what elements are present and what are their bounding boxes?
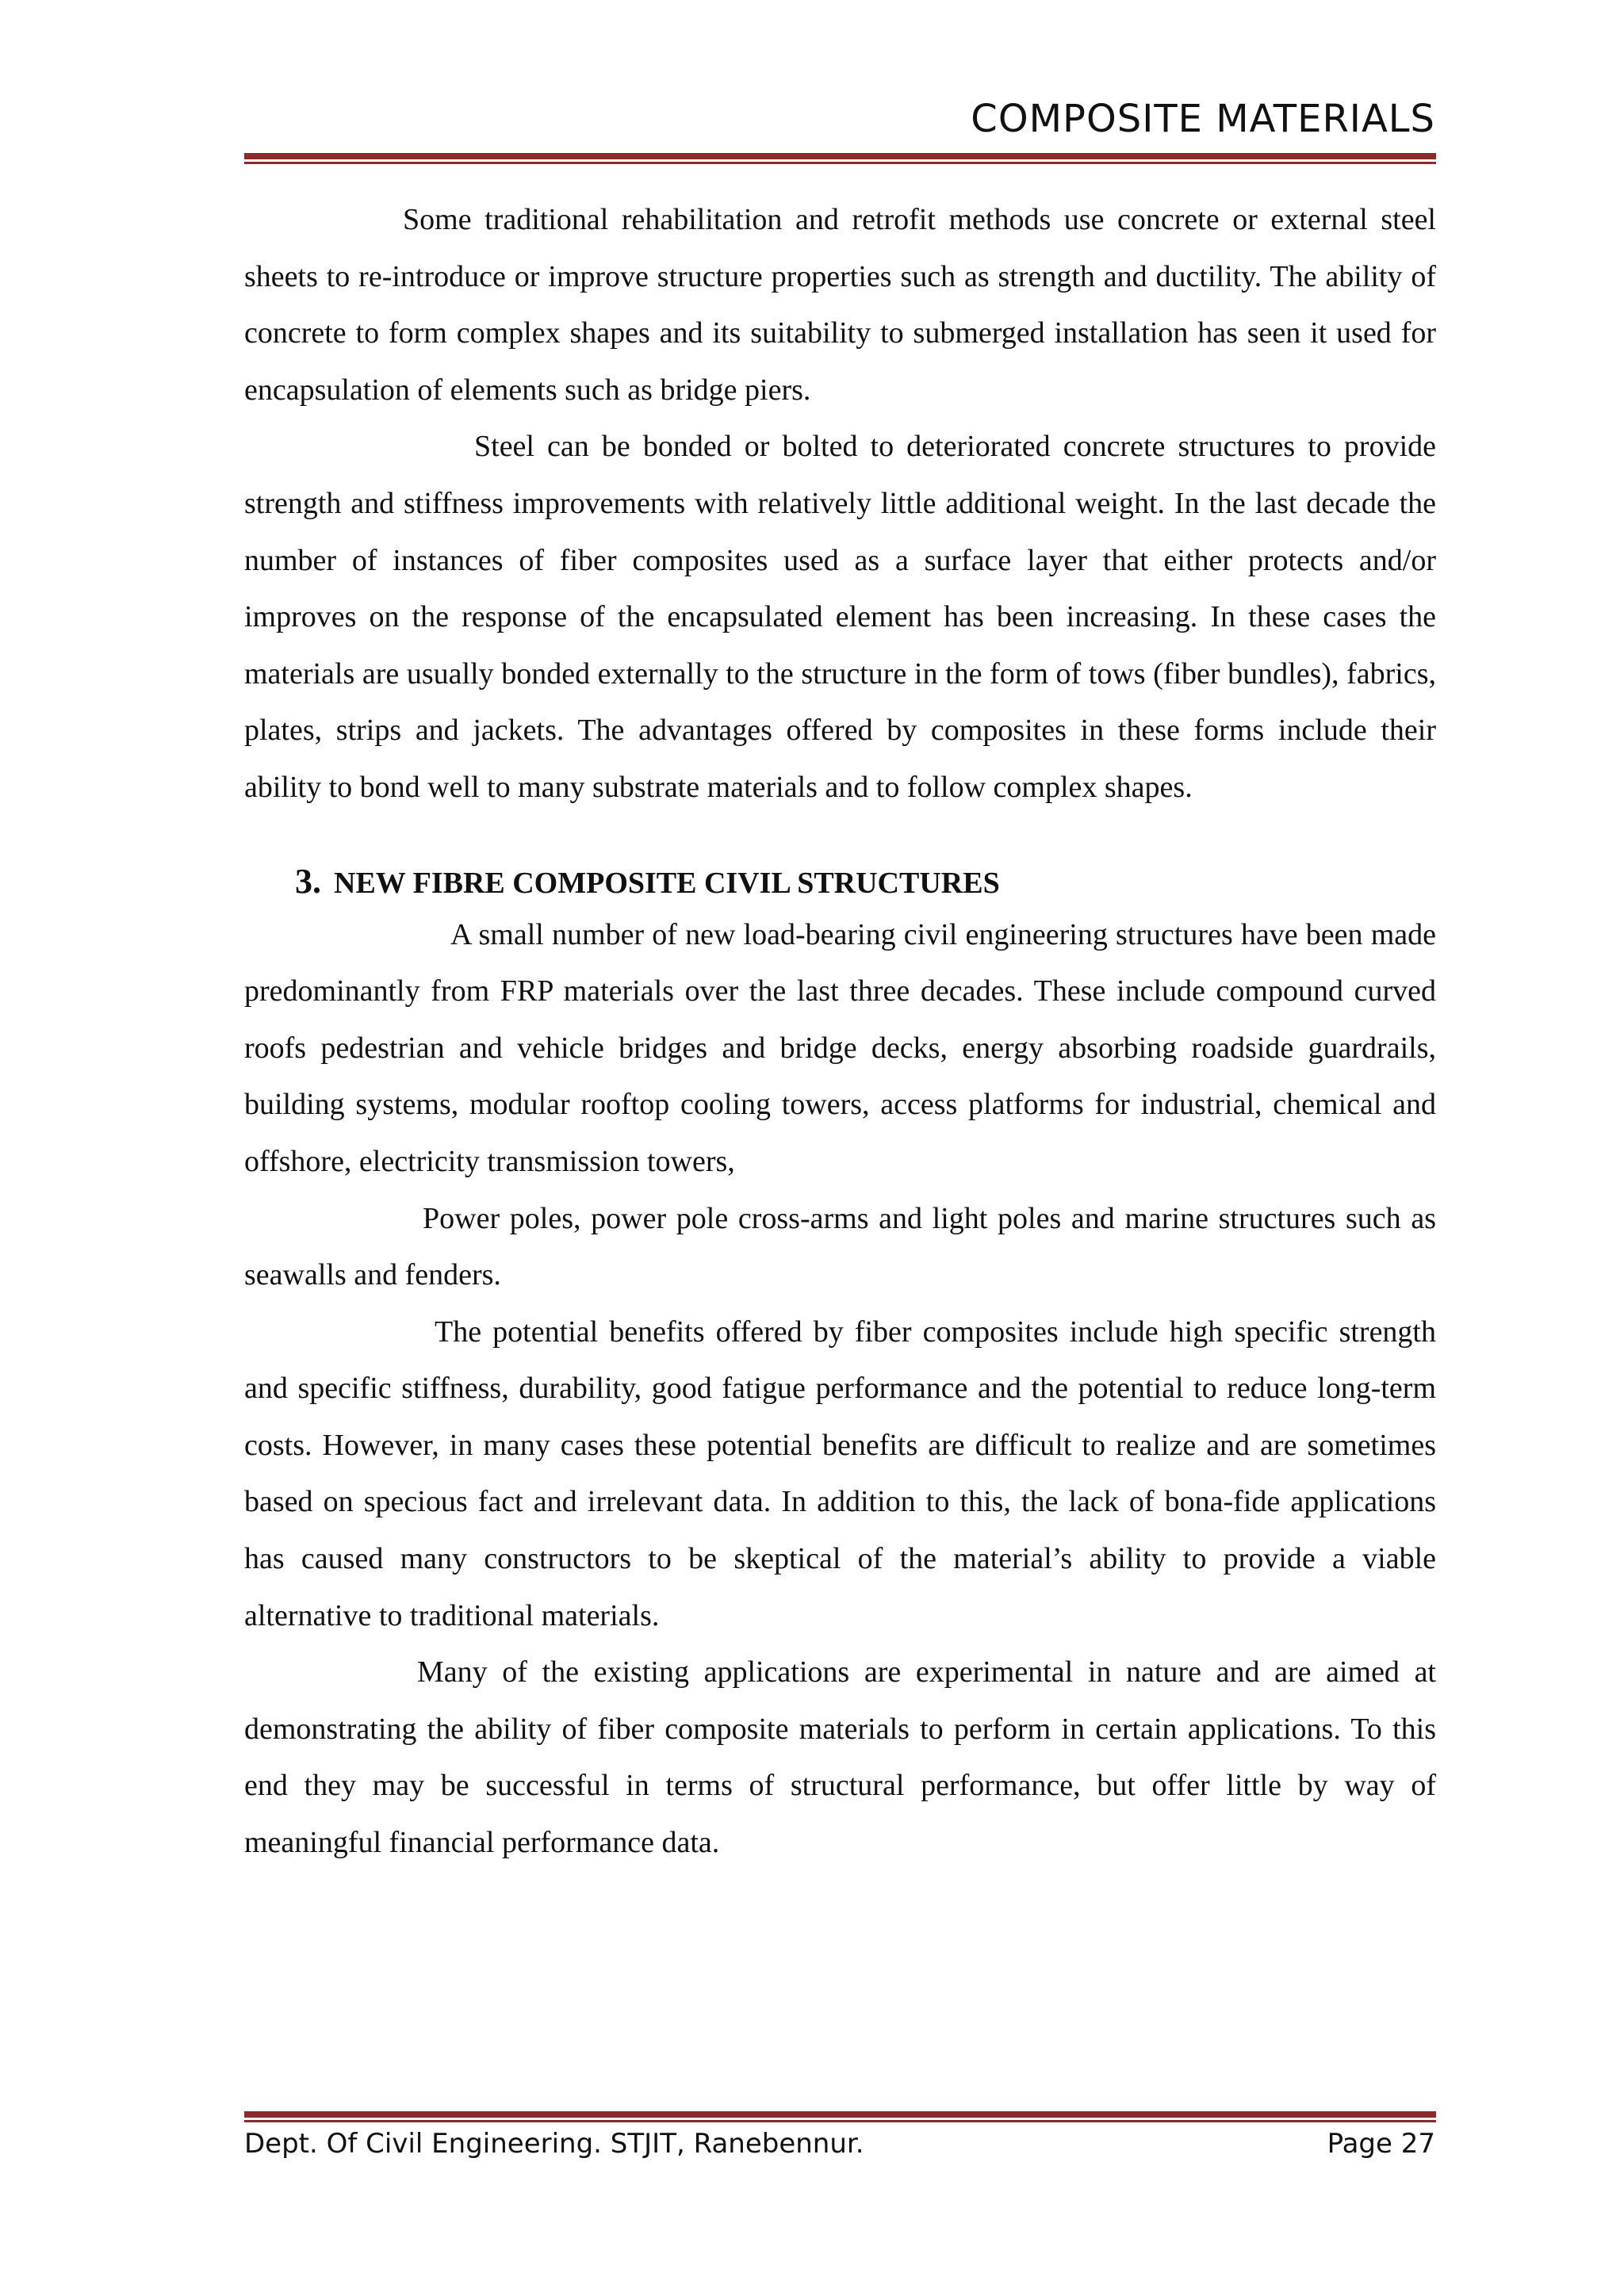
- paragraph: Steel can be bonded or bolted to deteriorated concrete structures to provide strength and stiffness improvements with relatively little additional weight. In the last decade the number of instances of fiber composites used as a surface layer that either protects and/or improves on the response of the encapsulated element has been increasing. In these cases the materials are usually bonded externally to the structure in the form of tows (fiber bundles), fabrics, plates, strips and jackets. The advantages offered by composites in these forms include their ability to bond well to many substrate materials and to follow complex shapes.: [244, 430, 1436, 804]
- section-heading: [295, 858, 1436, 907]
- paragraph: The potential benefits offered by fiber composites include high specific strength and specific stiffness, durability, good fatigue performance and the potential to reduce long-term costs. However, in many cases these potential benefits are difficult to realize and are sometimes based on specious fact and irrelevant data. In addition to this, the lack of bona-fide applications has caused many constructors to be skeptical of the material’s ability to provide a viable alternative to traditional materials.: [244, 1314, 1436, 1632]
- section-number: 3.: [295, 861, 321, 901]
- paragraph: Some traditional rehabilitation and retrofit methods use concrete or external steel sheets to re-introduce or improve structure properties such as strength and ductility. The ability of concrete to form complex shapes and its suitability to submerged installation has seen it used for encapsulation of elements such as bridge piers.: [244, 203, 1436, 407]
- section-title: NEW FIBRE COMPOSITE CIVIL STRUCTURES: [334, 866, 1000, 900]
- footer-rule: [244, 2111, 1436, 2122]
- running-header-title: COMPOSITE MATERIALS: [971, 97, 1435, 141]
- paragraph: Power poles, power pole cross-arms and light poles and marine structures such as seawalls and fenders.: [244, 1201, 1436, 1292]
- footer-page-number: Page 27: [1327, 2128, 1435, 2160]
- footer-department: Dept. Of Civil Engineering. STJIT, Ranebennur.: [244, 2128, 864, 2160]
- page-body: [244, 192, 1436, 1872]
- paragraph: Many of the existing applications are experimental in nature and are aimed at demonstrating the ability of fiber composite materials to perform in certain applications. To this end they may be successful in terms of structural performance, but offer little by way of meaningful financial performance data.: [244, 1655, 1436, 1860]
- paragraph: A small number of new load-bearing civil engineering structures have been made predominantly from FRP materials over the last three decades. These include compound curved roofs pedestrian and vehicle bridges and bridge decks, energy absorbing roadside guardrails, building systems, modular rooftop cooling towers, access platforms for industrial, chemical and offshore, electricity transmission towers,: [244, 917, 1436, 1178]
- header-rule: [244, 153, 1436, 164]
